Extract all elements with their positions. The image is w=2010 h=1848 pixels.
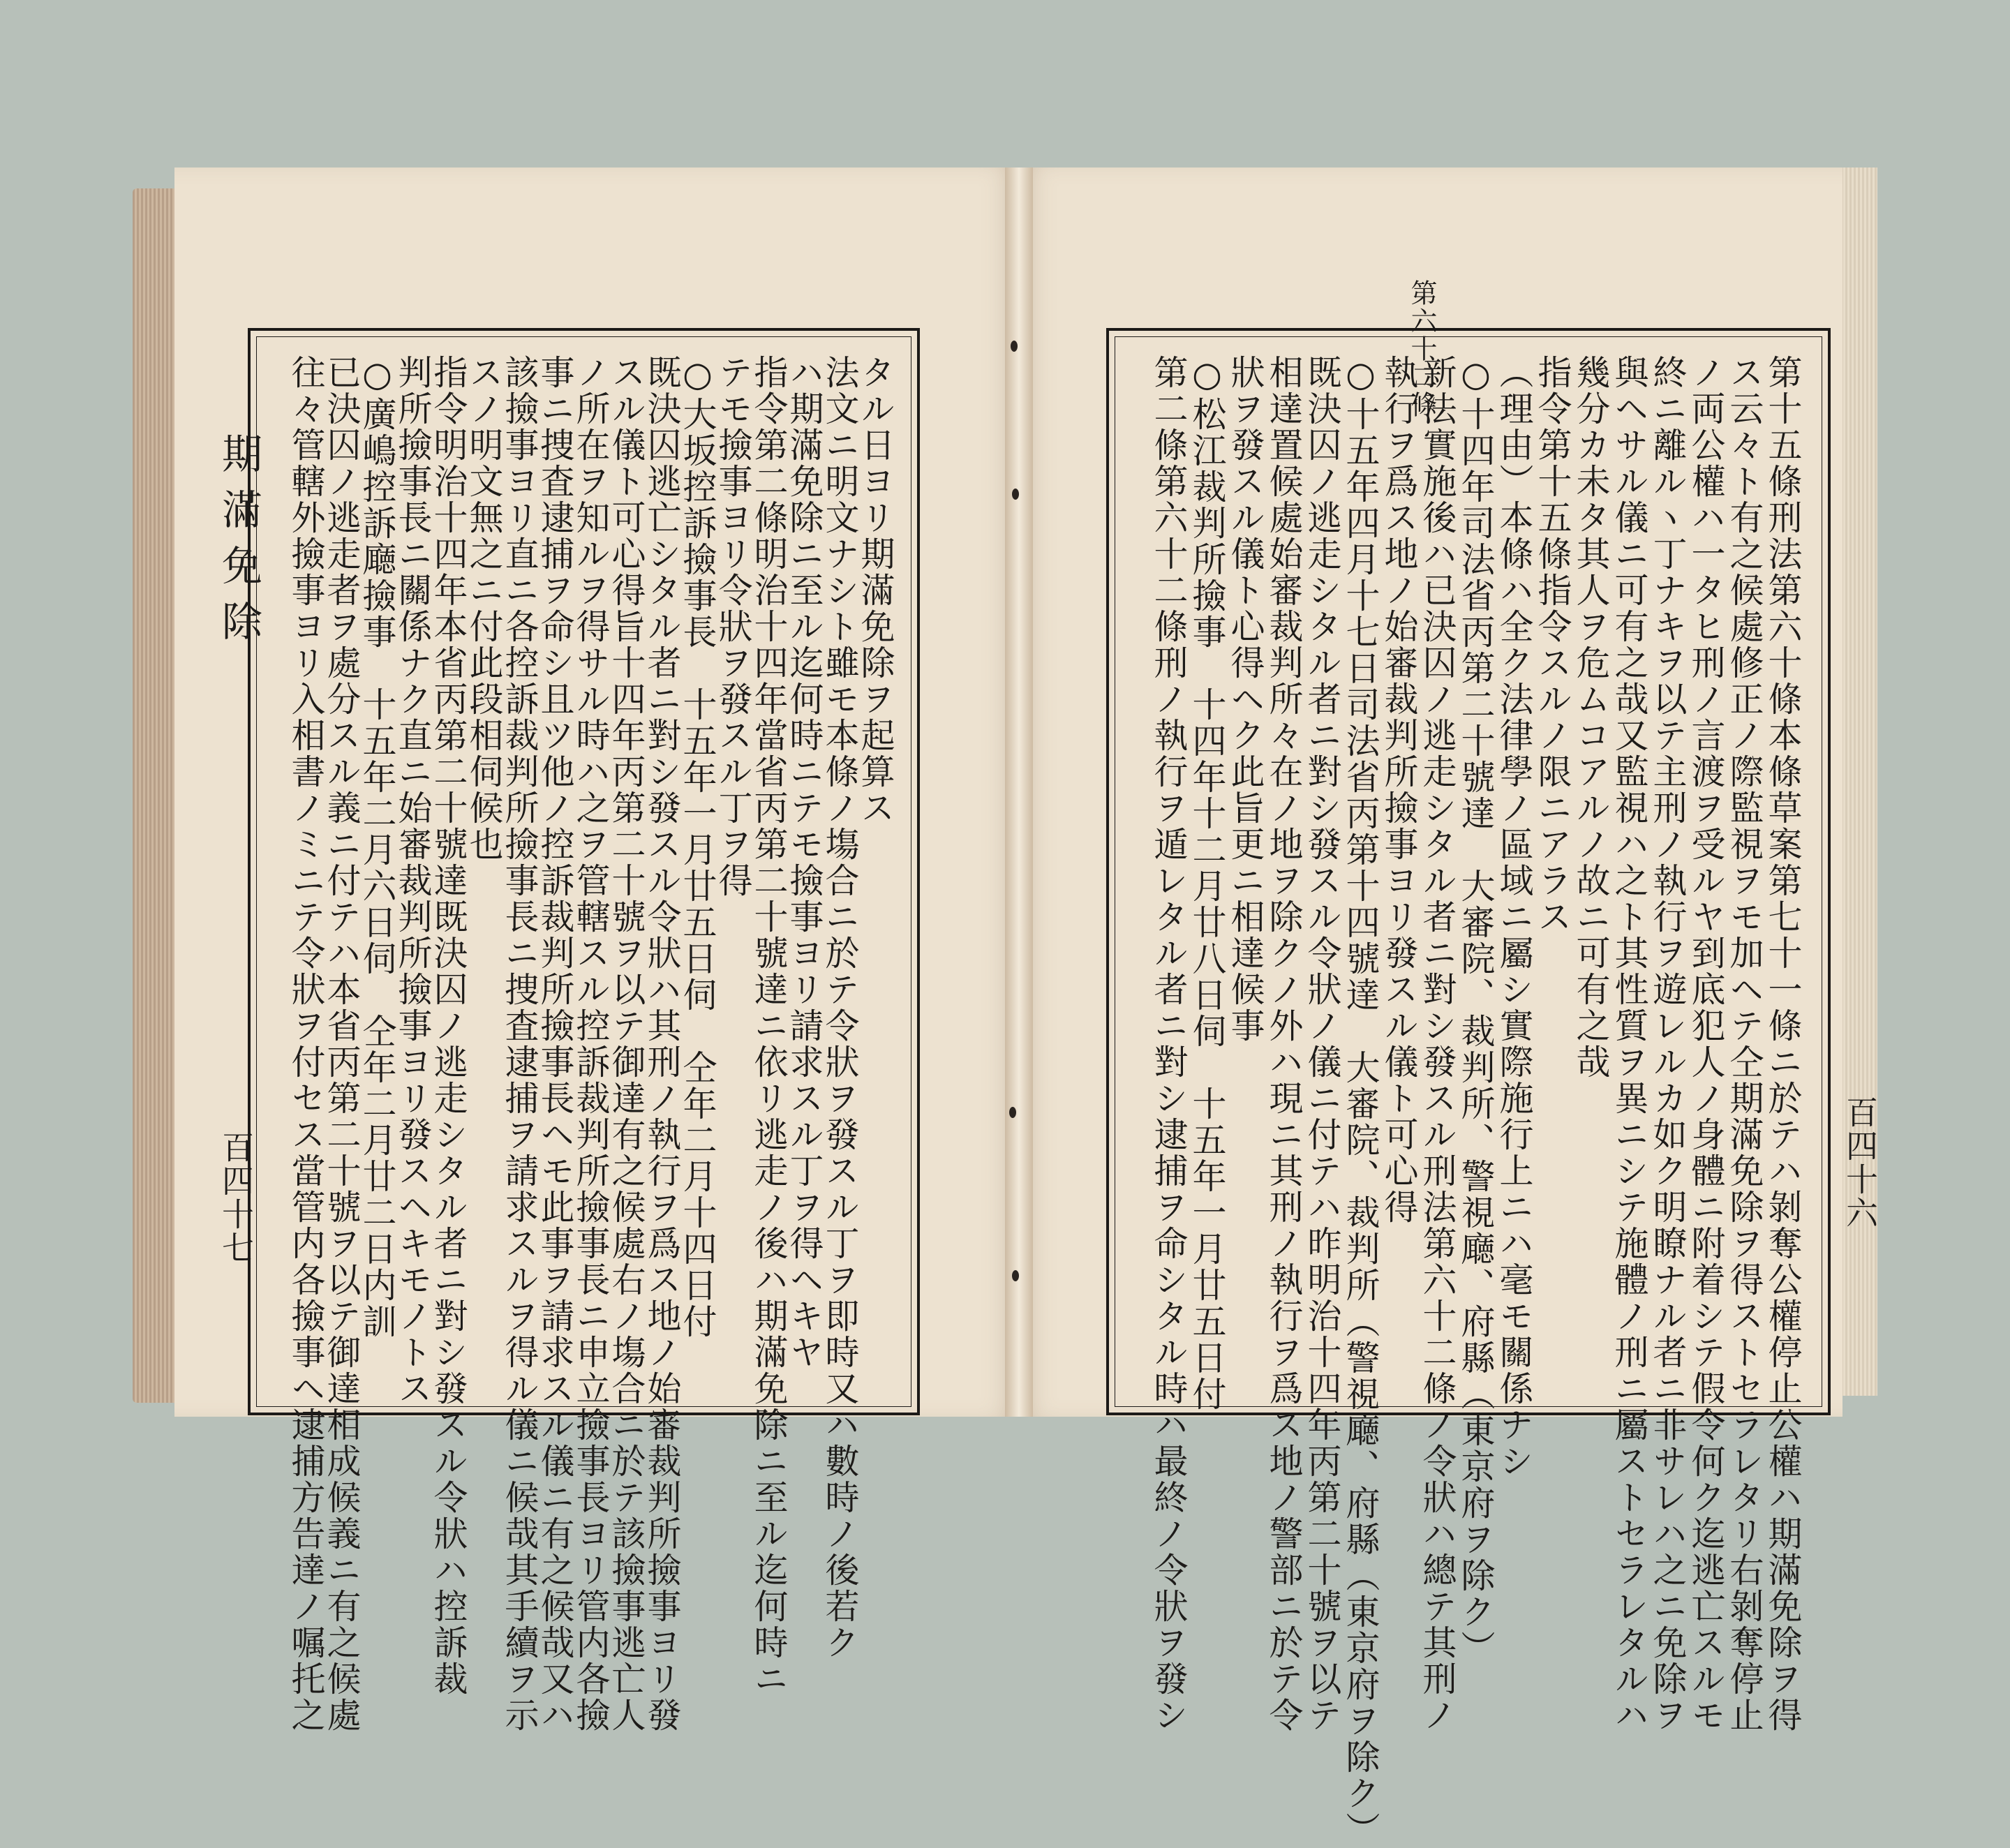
text-column: 指令第十五條指令スルノ限ニアラス xyxy=(1533,355,1572,935)
text-column: 指令第二條明治十四年當省丙第二十號達ニ依リ逃走ノ後ハ期滿免除ニ至ル迄何時ニ xyxy=(749,355,789,1697)
text-column: 新法實施後ハ已決囚ノ逃走シタル者ニ對シ發スル刑法第六十二條ノ令狀ハ總テ其刑ノ xyxy=(1417,355,1457,1734)
text-column: 終ニ離ルヽ丁ナキヲ以テ主刑ノ執行ヲ遊レルカ如ク明瞭ナル者ニ非サレハ之ニ免除ヲ xyxy=(1648,355,1688,1734)
binding-hole xyxy=(1011,341,1018,352)
text-column: 該撿事ヨリ直ニ各控訴裁判所撿事長ニ捜査逮捕ヲ請求スルヲ得ル儀ニ候哉其手續ヲ示 xyxy=(500,355,539,1734)
text-column: スノ明文無之ニ付此段相伺候也 xyxy=(464,355,504,863)
page-number-left: 百四十七 xyxy=(217,1131,255,1265)
text-column: 狀ヲ發スル儀ト心得ヘク此旨更ニ相達候事 xyxy=(1226,355,1265,1044)
text-column: 既決囚ノ逃走シタル者ニ對シ發スル令狀ノ儀ニ付テハ昨明治十四年丙第二十號ヲ以テ xyxy=(1302,355,1342,1734)
binding-hole xyxy=(1012,489,1019,500)
text-column: ○松江裁判所撿事 十四年十二月廿八日伺 十五年一月廿五日付 xyxy=(1187,355,1227,1413)
text-column: 事ニ捜査逮捕ヲ命シ且ツ他ノ控訴裁判所撿事長ヘモ此事ヲ請求スル儀ニ有之候哉又ハ xyxy=(535,355,575,1734)
page-number-right: 百四十六 xyxy=(1841,1096,1879,1230)
text-column: テモ撿事ヨリ令狀ヲ發スル丁ヲ得 xyxy=(713,355,753,899)
text-column: ○大坂控訴撿事長 十五年一月廿五日伺 仝年二月十四日付 xyxy=(678,355,717,1340)
right-text-frame xyxy=(1106,328,1831,1848)
text-column: 執行ヲ爲ス地ノ始審裁判所撿事ヨリ發スル儀ト可心得 xyxy=(1379,355,1419,1225)
binding-hole xyxy=(1012,1270,1019,1281)
text-column: 第十五條刑法第六十條本條草案第七十一條ニ於テハ剝奪公權停止公權ハ期滿免除ヲ得 xyxy=(1763,355,1803,1734)
text-column: ○廣嶋控訴廰撿事 十五年二月六日伺 仝年二月廿二日内訓 xyxy=(357,355,397,1340)
text-column: ス云々ト有之候處修正ノ際監視ヲモ加ヘテ仝期滿免除ヲ得ストセラレタリ右剝奪停止 xyxy=(1725,355,1764,1734)
text-column: 幾分カ未タ其人ヲ危ムコアルノ故ニ可有之哉 xyxy=(1571,355,1611,1080)
text-column: ノ両公權ハ一タヒ刑ノ言渡ヲ受ルヤ到底犯人ノ身體ニ附着シテ假令何ク迄逃亡スルモ xyxy=(1686,355,1726,1734)
text-column: 已決囚ノ逃走者ヲ處分スル義ニ付テハ本省丙第二十號ヲ以テ御達相成候義ニ有之候處 xyxy=(322,355,362,1734)
text-column: 法文ニ明文ナシト雖モ本條ノ塲合ニ於テ令狀ヲ發スル丁ヲ即時又ハ數時ノ後若ク xyxy=(820,355,860,1661)
text-column: 相達置候處始審裁判所々在ノ地ヲ除クノ外ハ現ニ其刑ノ執行ヲ爲ス地ノ警部ニ於テ令 xyxy=(1264,355,1304,1734)
text-column: （理由）本條ハ全ク法律學ノ區域ニ屬シ實際施行上ニハ毫モ關係ナシ xyxy=(1494,355,1534,1480)
text-column: スル儀ト可心得旨十四年丙第二十號ヲ以テ御達有之候處右ノ塲合ニ於テ該撿事逃亡人 xyxy=(606,355,646,1734)
text-column: ハ期滿免除ニ至ル迄何時ニテモ撿事ヨリ請求スル丁ヲ得ヘキヤ xyxy=(784,355,824,1371)
book-gutter xyxy=(1005,167,1033,1417)
text-column: 往々管轄外撿事ヨリ入相書ノミニテ令狀ヲ付セス當管内各撿事ヘ逮捕方告達ノ嘱托之 xyxy=(286,355,326,1734)
text-column: 判所撿事長ニ關係ナク直ニ始審裁判所撿事ヨリ發スヘキモノトス xyxy=(393,355,433,1407)
left-text-frame xyxy=(248,328,920,1734)
running-title: 期滿免除 xyxy=(215,433,262,656)
text-column: ○十五年四月十七日司法省丙第十四號達 大審院、裁判所（警視廰、府縣（東京府ヲ除ク） xyxy=(1341,355,1380,1848)
text-column: タル日ヨリ期滿免除ヲ起算ス xyxy=(856,355,895,826)
binding-hole xyxy=(1009,1107,1016,1118)
text-column: ○十四年司法省丙第二十號達 大審院、裁判所、警視廰、府縣（東京府ヲ除ク） xyxy=(1456,355,1496,1667)
text-column: 第二條第六十二條刑ノ執行ヲ遁レタル者ニ對シ逮捕ヲ命シタル時ハ最終ノ令狀ヲ發シ xyxy=(1149,355,1189,1734)
article-heading: 第六十二條 xyxy=(1406,279,1437,419)
text-column: 指令明治十四年本省丙第二十號達既決囚ノ逃走シタル者ニ對シ發スル令狀ハ控訴裁 xyxy=(429,355,468,1697)
text-column: 既決囚逃亡シタル者ニ對シ發スル令狀ハ其刑ノ執行ヲ爲ス地ノ始審裁判所撿事ヨリ發 xyxy=(642,355,682,1734)
text-column: ノ所在ヲ知ルヲ得サル時ハ之ヲ管轄スル控訴裁判所撿事長ニ申立撿事長ヨリ管内各撿 xyxy=(571,355,611,1734)
text-column: 與ヘサル儀ニ可有之哉又監視ハ之ト其性質ヲ異ニシテ施體ノ刑ニ屬ストセラレタルハ xyxy=(1609,355,1649,1734)
